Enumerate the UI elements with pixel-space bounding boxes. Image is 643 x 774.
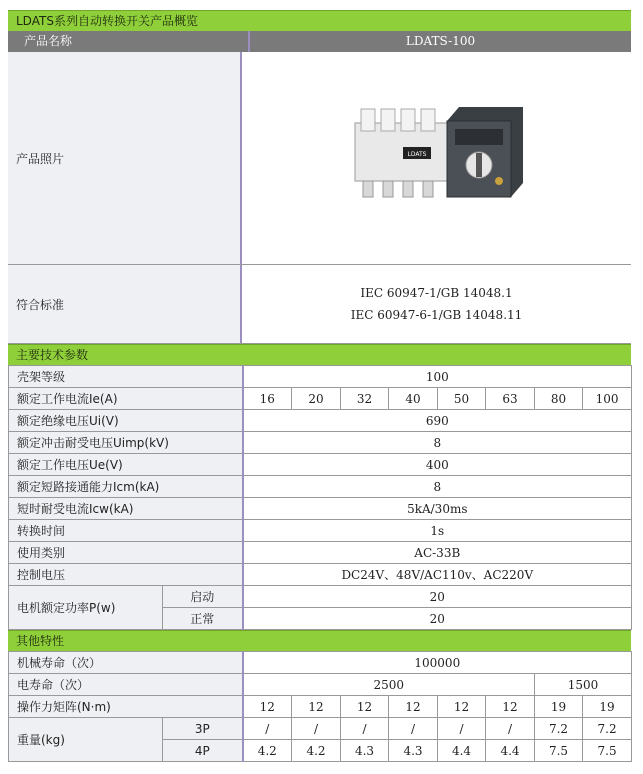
product-photo-row xyxy=(8,52,631,265)
sheet-title: LDATS系列自动转换开关产品概览 xyxy=(8,10,631,31)
weight-4p-label: 4P xyxy=(163,740,243,762)
product-name-label: 产品名称 xyxy=(16,31,250,52)
weight-4p-value: 7.5 xyxy=(583,740,632,762)
frame-grade-label: 壳架等级 xyxy=(9,366,243,388)
making-capacity-label: 额定短路接通能力Icm(kA) xyxy=(9,476,243,498)
weight-3p-value: / xyxy=(389,718,438,740)
table-row xyxy=(9,476,632,498)
torque-value: 12 xyxy=(389,696,438,718)
weight-4p-value: 4.2 xyxy=(243,740,292,762)
table-row xyxy=(9,696,632,718)
rated-current-value: 80 xyxy=(535,388,583,410)
motor-normal-label: 正常 xyxy=(163,608,243,630)
making-capacity-value: 8 xyxy=(243,476,632,498)
short-time-current-value: 5kA/30ms xyxy=(243,498,632,520)
weight-4p-value: 4.3 xyxy=(341,740,389,762)
weight-3p-value: / xyxy=(243,718,292,740)
short-time-current-label: 短时耐受电流Icw(kA) xyxy=(9,498,243,520)
impulse-voltage-label: 额定冲击耐受电压Uimp(kV) xyxy=(9,432,243,454)
torque-label: 操作力矩阵(N·m) xyxy=(9,696,243,718)
other-table xyxy=(8,651,632,762)
switch-time-label: 转换时间 xyxy=(9,520,243,542)
switch-time-value: 1s xyxy=(243,520,632,542)
motor-normal-value: 20 xyxy=(243,608,632,630)
torque-value: 12 xyxy=(243,696,292,718)
weight-3p-value: / xyxy=(438,718,486,740)
mech-life-label: 机械寿命（次） xyxy=(9,652,243,674)
elec-life-label: 电寿命（次） xyxy=(9,674,243,696)
impulse-voltage-value: 8 xyxy=(243,432,632,454)
product-photo-label: 产品照片 xyxy=(8,52,242,264)
weight-3p-value: / xyxy=(486,718,535,740)
table-row xyxy=(9,674,632,696)
spec-sheet xyxy=(8,10,631,762)
table-row xyxy=(9,586,632,608)
weight-3p-value: 7.2 xyxy=(535,718,583,740)
insulation-voltage-label: 额定绝缘电压Ui(V) xyxy=(9,410,243,432)
elec-life-value-b: 1500 xyxy=(535,674,632,696)
control-voltage-value: DC24V、48V/AC110v、AC220V xyxy=(243,564,632,586)
working-voltage-label: 额定工作电压Ue(V) xyxy=(9,454,243,476)
torque-value: 12 xyxy=(341,696,389,718)
standard-line-1: IEC 60947-1/GB 14048.1 xyxy=(360,286,513,300)
rated-current-value: 50 xyxy=(438,388,486,410)
torque-value: 19 xyxy=(583,696,632,718)
tech-section-header: 主要技术参数 xyxy=(8,344,631,365)
table-row xyxy=(9,454,632,476)
torque-value: 12 xyxy=(292,696,341,718)
rated-current-value: 16 xyxy=(243,388,292,410)
standards-values xyxy=(242,265,631,343)
torque-value: 12 xyxy=(486,696,535,718)
weight-3p-value: 7.2 xyxy=(583,718,632,740)
standards-label: 符合标准 xyxy=(8,265,242,343)
rated-current-value: 63 xyxy=(486,388,535,410)
motor-start-value: 20 xyxy=(243,586,632,608)
weight-4p-value: 7.5 xyxy=(535,740,583,762)
weight-4p-value: 4.4 xyxy=(486,740,535,762)
product-name-row xyxy=(8,31,631,52)
product-name-value: LDATS-100 xyxy=(405,34,476,48)
rated-current-value: 20 xyxy=(292,388,341,410)
rated-current-value: 100 xyxy=(583,388,632,410)
table-row xyxy=(9,718,632,740)
standard-line-2: IEC 60947-6-1/GB 14048.11 xyxy=(350,308,523,322)
table-row xyxy=(9,366,632,388)
table-row xyxy=(9,564,632,586)
weight-3p-value: / xyxy=(341,718,389,740)
category-value: AC-33B xyxy=(243,542,632,564)
weight-4p-value: 4.4 xyxy=(438,740,486,762)
rated-current-value: 40 xyxy=(389,388,438,410)
product-photo xyxy=(242,52,631,264)
table-row xyxy=(9,498,632,520)
working-voltage-value: 400 xyxy=(243,454,632,476)
table-row xyxy=(9,652,632,674)
table-row xyxy=(9,520,632,542)
table-row xyxy=(9,410,632,432)
table-row xyxy=(9,388,632,410)
weight-4p-value: 4.3 xyxy=(389,740,438,762)
control-voltage-label: 控制电压 xyxy=(9,564,243,586)
switch-plate-text: LDATS xyxy=(407,151,426,158)
table-row xyxy=(9,542,632,564)
weight-3p-label: 3P xyxy=(163,718,243,740)
motor-power-label: 电机额定功率P(w) xyxy=(9,586,163,630)
elec-life-value-a: 2500 xyxy=(243,674,535,696)
frame-grade-value: 100 xyxy=(243,366,632,388)
rated-current-value: 32 xyxy=(341,388,389,410)
tech-table xyxy=(8,365,632,630)
table-row xyxy=(9,432,632,454)
mech-life-value: 100000 xyxy=(243,652,632,674)
switch-product-image xyxy=(347,103,527,213)
weight-4p-value: 4.2 xyxy=(292,740,341,762)
weight-3p-value: / xyxy=(292,718,341,740)
torque-value: 12 xyxy=(438,696,486,718)
other-section-header: 其他特性 xyxy=(8,630,631,651)
standards-row xyxy=(8,265,631,344)
insulation-voltage-value: 690 xyxy=(243,410,632,432)
rated-current-label: 额定工作电流Ie(A) xyxy=(9,388,243,410)
torque-value: 19 xyxy=(535,696,583,718)
weight-label: 重量(kg) xyxy=(9,718,163,762)
motor-start-label: 启动 xyxy=(163,586,243,608)
category-label: 使用类别 xyxy=(9,542,243,564)
